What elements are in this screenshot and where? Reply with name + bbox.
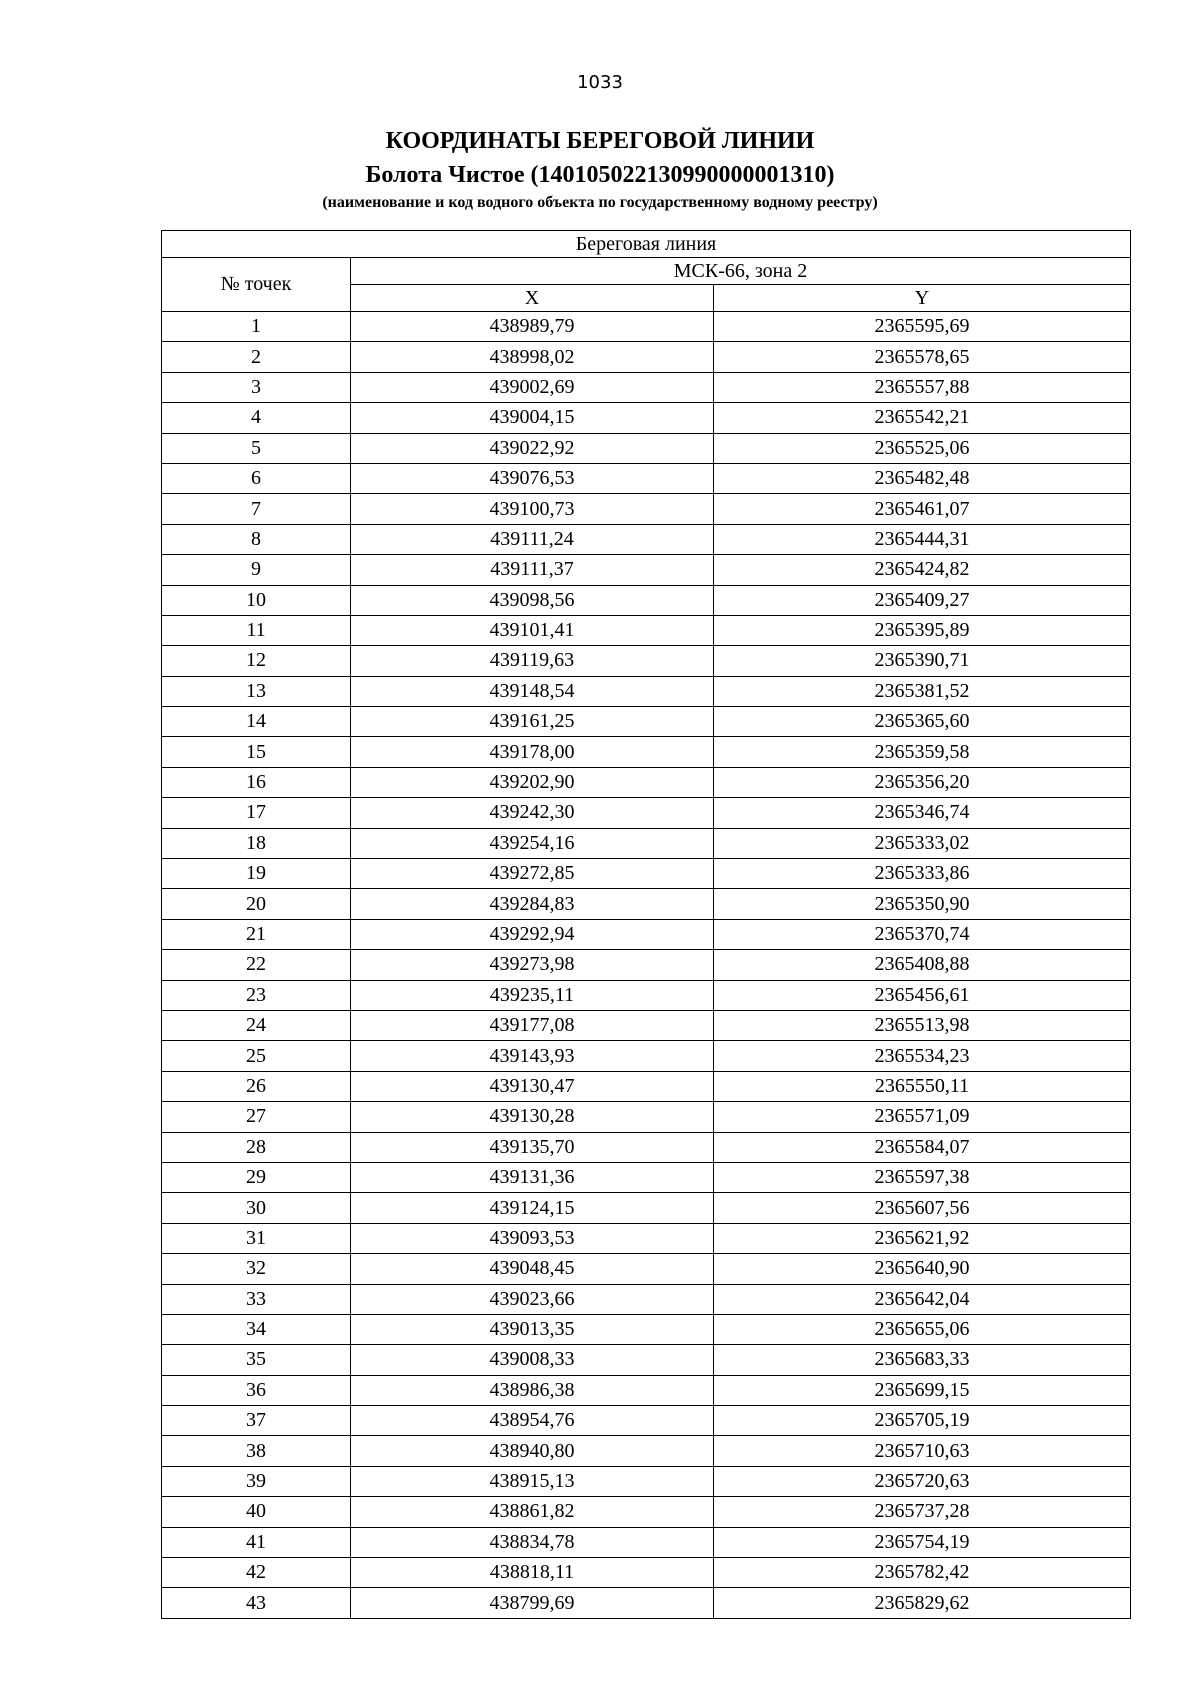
cell-point-number: 28 bbox=[162, 1132, 351, 1162]
table-row bbox=[162, 585, 1131, 615]
cell-y: 2365365,60 bbox=[714, 707, 1131, 737]
table-row bbox=[162, 1314, 1131, 1344]
cell-x: 439272,85 bbox=[351, 859, 714, 889]
table-row bbox=[162, 707, 1131, 737]
table-row bbox=[162, 1041, 1131, 1071]
cell-y: 2365346,74 bbox=[714, 798, 1131, 828]
cell-point-number: 25 bbox=[162, 1041, 351, 1071]
header-y: Y bbox=[714, 285, 1131, 312]
table-row bbox=[162, 1193, 1131, 1223]
cell-point-number: 19 bbox=[162, 859, 351, 889]
cell-y: 2365595,69 bbox=[714, 312, 1131, 342]
cell-y: 2365456,61 bbox=[714, 980, 1131, 1010]
cell-point-number: 29 bbox=[162, 1162, 351, 1192]
cell-x: 439093,53 bbox=[351, 1223, 714, 1253]
cell-point-number: 18 bbox=[162, 828, 351, 858]
cell-point-number: 23 bbox=[162, 980, 351, 1010]
cell-x: 438915,13 bbox=[351, 1466, 714, 1496]
cell-point-number: 15 bbox=[162, 737, 351, 767]
cell-y: 2365550,11 bbox=[714, 1071, 1131, 1101]
cell-x: 439130,47 bbox=[351, 1071, 714, 1101]
cell-y: 2365655,06 bbox=[714, 1314, 1131, 1344]
table-row bbox=[162, 676, 1131, 706]
cell-y: 2365370,74 bbox=[714, 919, 1131, 949]
cell-x: 439076,53 bbox=[351, 463, 714, 493]
table-row bbox=[162, 342, 1131, 372]
table-row bbox=[162, 828, 1131, 858]
cell-x: 439131,36 bbox=[351, 1162, 714, 1192]
cell-x: 439202,90 bbox=[351, 767, 714, 797]
table-row bbox=[162, 1466, 1131, 1496]
cell-x: 438989,79 bbox=[351, 312, 714, 342]
cell-point-number: 27 bbox=[162, 1102, 351, 1132]
header-point-number: № точек bbox=[162, 258, 351, 312]
cell-x: 439161,25 bbox=[351, 707, 714, 737]
table-row bbox=[162, 1132, 1131, 1162]
cell-point-number: 41 bbox=[162, 1527, 351, 1557]
cell-point-number: 1 bbox=[162, 312, 351, 342]
cell-x: 439273,98 bbox=[351, 950, 714, 980]
cell-point-number: 7 bbox=[162, 494, 351, 524]
cell-point-number: 35 bbox=[162, 1345, 351, 1375]
cell-x: 439023,66 bbox=[351, 1284, 714, 1314]
cell-y: 2365720,63 bbox=[714, 1466, 1131, 1496]
cell-y: 2365607,56 bbox=[714, 1193, 1131, 1223]
page-number: 1033 bbox=[577, 72, 623, 93]
cell-x: 439101,41 bbox=[351, 615, 714, 645]
cell-y: 2365705,19 bbox=[714, 1406, 1131, 1436]
header-crs: МСК-66, зона 2 bbox=[351, 258, 1131, 285]
cell-point-number: 36 bbox=[162, 1375, 351, 1405]
table-row bbox=[162, 737, 1131, 767]
cell-point-number: 39 bbox=[162, 1466, 351, 1496]
cell-point-number: 4 bbox=[162, 403, 351, 433]
cell-point-number: 17 bbox=[162, 798, 351, 828]
cell-point-number: 3 bbox=[162, 372, 351, 402]
cell-y: 2365571,09 bbox=[714, 1102, 1131, 1132]
cell-point-number: 16 bbox=[162, 767, 351, 797]
cell-x: 439111,37 bbox=[351, 555, 714, 585]
cell-x: 439004,15 bbox=[351, 403, 714, 433]
cell-point-number: 26 bbox=[162, 1071, 351, 1101]
table-row bbox=[162, 1223, 1131, 1253]
cell-y: 2365390,71 bbox=[714, 646, 1131, 676]
table-row bbox=[162, 524, 1131, 554]
cell-point-number: 38 bbox=[162, 1436, 351, 1466]
cell-point-number: 13 bbox=[162, 676, 351, 706]
cell-point-number: 32 bbox=[162, 1254, 351, 1284]
cell-point-number: 6 bbox=[162, 463, 351, 493]
cell-y: 2365737,28 bbox=[714, 1497, 1131, 1527]
table-row bbox=[162, 433, 1131, 463]
cell-y: 2365395,89 bbox=[714, 615, 1131, 645]
cell-x: 439178,00 bbox=[351, 737, 714, 767]
table-row bbox=[162, 1010, 1131, 1040]
cell-y: 2365333,86 bbox=[714, 859, 1131, 889]
cell-point-number: 34 bbox=[162, 1314, 351, 1344]
cell-y: 2365754,19 bbox=[714, 1527, 1131, 1557]
cell-point-number: 40 bbox=[162, 1497, 351, 1527]
cell-point-number: 43 bbox=[162, 1588, 351, 1618]
header-x: X bbox=[351, 285, 714, 312]
cell-y: 2365542,21 bbox=[714, 403, 1131, 433]
cell-x: 439143,93 bbox=[351, 1041, 714, 1071]
cell-y: 2365424,82 bbox=[714, 555, 1131, 585]
cell-x: 439119,63 bbox=[351, 646, 714, 676]
cell-y: 2365640,90 bbox=[714, 1254, 1131, 1284]
cell-y: 2365534,23 bbox=[714, 1041, 1131, 1071]
cell-y: 2365381,52 bbox=[714, 676, 1131, 706]
cell-point-number: 2 bbox=[162, 342, 351, 372]
table-row bbox=[162, 889, 1131, 919]
cell-y: 2365461,07 bbox=[714, 494, 1131, 524]
cell-x: 439048,45 bbox=[351, 1254, 714, 1284]
cell-x: 439235,11 bbox=[351, 980, 714, 1010]
cell-point-number: 10 bbox=[162, 585, 351, 615]
cell-point-number: 21 bbox=[162, 919, 351, 949]
cell-point-number: 24 bbox=[162, 1010, 351, 1040]
table-row bbox=[162, 463, 1131, 493]
cell-x: 438818,11 bbox=[351, 1558, 714, 1588]
cell-x: 439002,69 bbox=[351, 372, 714, 402]
cell-point-number: 33 bbox=[162, 1284, 351, 1314]
cell-y: 2365409,27 bbox=[714, 585, 1131, 615]
cell-y: 2365621,92 bbox=[714, 1223, 1131, 1253]
cell-y: 2365333,02 bbox=[714, 828, 1131, 858]
cell-x: 439098,56 bbox=[351, 585, 714, 615]
table-row bbox=[162, 767, 1131, 797]
cell-y: 2365578,65 bbox=[714, 342, 1131, 372]
cell-x: 438799,69 bbox=[351, 1588, 714, 1618]
cell-y: 2365829,62 bbox=[714, 1588, 1131, 1618]
cell-y: 2365710,63 bbox=[714, 1436, 1131, 1466]
table-row bbox=[162, 1558, 1131, 1588]
coordinates-table bbox=[161, 230, 1131, 1619]
cell-y: 2365683,33 bbox=[714, 1345, 1131, 1375]
cell-x: 439022,92 bbox=[351, 433, 714, 463]
cell-x: 439008,33 bbox=[351, 1345, 714, 1375]
table-row bbox=[162, 1588, 1131, 1618]
cell-x: 438834,78 bbox=[351, 1527, 714, 1557]
cell-y: 2365482,48 bbox=[714, 463, 1131, 493]
cell-y: 2365408,88 bbox=[714, 950, 1131, 980]
cell-x: 438998,02 bbox=[351, 342, 714, 372]
cell-x: 439148,54 bbox=[351, 676, 714, 706]
cell-y: 2365525,06 bbox=[714, 433, 1131, 463]
table-row bbox=[162, 1497, 1131, 1527]
cell-y: 2365782,42 bbox=[714, 1558, 1131, 1588]
cell-x: 439100,73 bbox=[351, 494, 714, 524]
table-row bbox=[162, 555, 1131, 585]
table-row bbox=[162, 646, 1131, 676]
cell-y: 2365444,31 bbox=[714, 524, 1131, 554]
table-row bbox=[162, 1527, 1131, 1557]
table-row bbox=[162, 1254, 1131, 1284]
cell-y: 2365699,15 bbox=[714, 1375, 1131, 1405]
coordinates-table-body bbox=[162, 312, 1131, 1619]
cell-x: 439254,16 bbox=[351, 828, 714, 858]
cell-x: 439130,28 bbox=[351, 1102, 714, 1132]
cell-x: 439284,83 bbox=[351, 889, 714, 919]
title-caption: (наименование и код водного объекта по государственному водному реестру) bbox=[322, 194, 878, 211]
cell-point-number: 9 bbox=[162, 555, 351, 585]
table-row bbox=[162, 980, 1131, 1010]
table-row bbox=[162, 919, 1131, 949]
table-row bbox=[162, 372, 1131, 402]
cell-x: 438861,82 bbox=[351, 1497, 714, 1527]
cell-x: 439135,70 bbox=[351, 1132, 714, 1162]
cell-x: 438940,80 bbox=[351, 1436, 714, 1466]
cell-point-number: 11 bbox=[162, 615, 351, 645]
cell-x: 439013,35 bbox=[351, 1314, 714, 1344]
cell-x: 438986,38 bbox=[351, 1375, 714, 1405]
cell-point-number: 30 bbox=[162, 1193, 351, 1223]
water-object-name: Болота Чистое (140105022130990000001310) bbox=[365, 162, 835, 188]
table-row bbox=[162, 1284, 1131, 1314]
cell-point-number: 5 bbox=[162, 433, 351, 463]
cell-y: 2365356,20 bbox=[714, 767, 1131, 797]
table-row bbox=[162, 950, 1131, 980]
cell-y: 2365597,38 bbox=[714, 1162, 1131, 1192]
cell-y: 2365557,88 bbox=[714, 372, 1131, 402]
cell-point-number: 8 bbox=[162, 524, 351, 554]
table-row bbox=[162, 1162, 1131, 1192]
table-row bbox=[162, 1345, 1131, 1375]
cell-y: 2365350,90 bbox=[714, 889, 1131, 919]
cell-x: 439111,24 bbox=[351, 524, 714, 554]
table-row bbox=[162, 1071, 1131, 1101]
table-row bbox=[162, 494, 1131, 524]
cell-point-number: 22 bbox=[162, 950, 351, 980]
cell-point-number: 20 bbox=[162, 889, 351, 919]
cell-x: 439242,30 bbox=[351, 798, 714, 828]
cell-point-number: 37 bbox=[162, 1406, 351, 1436]
table-row bbox=[162, 1406, 1131, 1436]
table-row bbox=[162, 312, 1131, 342]
table-row bbox=[162, 403, 1131, 433]
table-row bbox=[162, 1102, 1131, 1132]
cell-y: 2365642,04 bbox=[714, 1284, 1131, 1314]
cell-point-number: 31 bbox=[162, 1223, 351, 1253]
cell-y: 2365359,58 bbox=[714, 737, 1131, 767]
table-row bbox=[162, 1375, 1131, 1405]
cell-x: 439292,94 bbox=[351, 919, 714, 949]
cell-x: 439177,08 bbox=[351, 1010, 714, 1040]
table-row bbox=[162, 615, 1131, 645]
cell-y: 2365584,07 bbox=[714, 1132, 1131, 1162]
table-row bbox=[162, 1436, 1131, 1466]
header-shoreline: Береговая линия bbox=[162, 231, 1131, 258]
cell-x: 438954,76 bbox=[351, 1406, 714, 1436]
table-row bbox=[162, 859, 1131, 889]
cell-point-number: 42 bbox=[162, 1558, 351, 1588]
cell-x: 439124,15 bbox=[351, 1193, 714, 1223]
document-title: КООРДИНАТЫ БЕРЕГОВОЙ ЛИНИИ bbox=[385, 128, 815, 154]
cell-point-number: 12 bbox=[162, 646, 351, 676]
table-row bbox=[162, 798, 1131, 828]
cell-point-number: 14 bbox=[162, 707, 351, 737]
cell-y: 2365513,98 bbox=[714, 1010, 1131, 1040]
